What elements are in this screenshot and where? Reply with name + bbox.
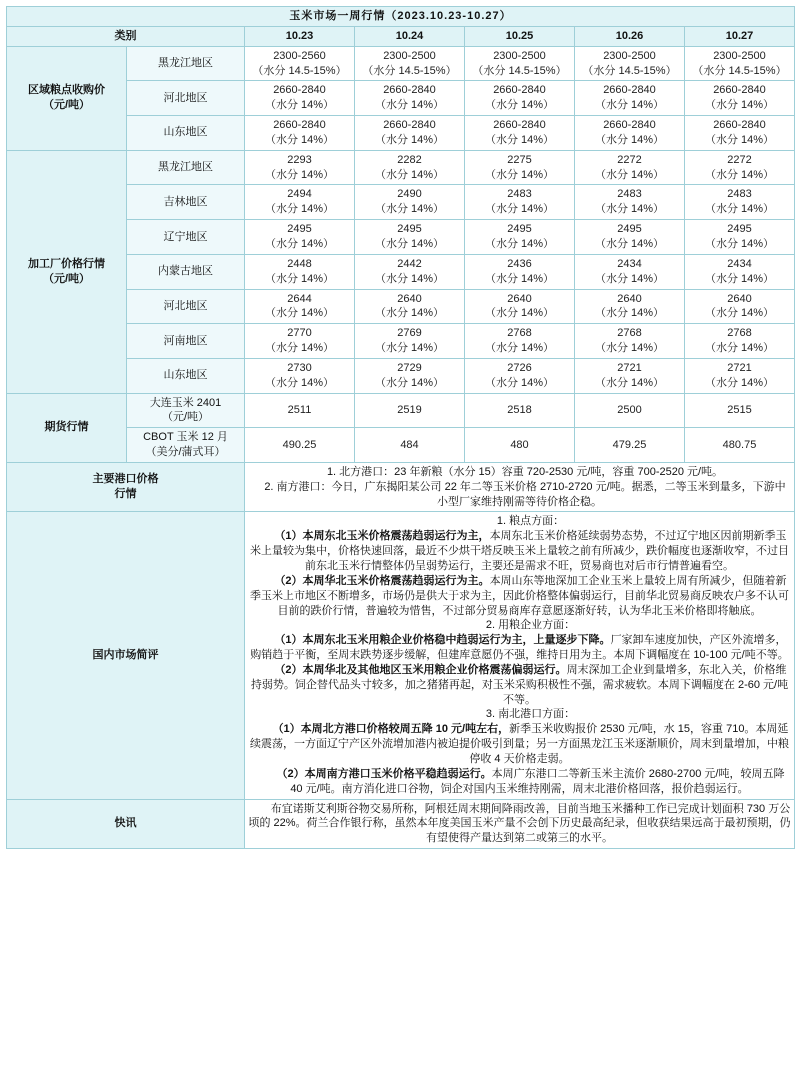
review-item: （2）本周南方港口玉米价格平稳趋弱运行。本周广东港口二等新玉米主流价 2680-2700 元/吨，较周五降 40 元/吨。南方消化进口谷物，饲企对国内玉米维持刚需，周末北港价格回落，报价趋弱运行。: [276, 767, 785, 795]
ports-paragraph-north: 1. 北方港口：23 年新粮（水分 15）容重 720-2530 元/吨，容重 700-2520 元/吨。: [326, 465, 724, 478]
section-label-domestic-review: 国内市场简评: [7, 512, 245, 799]
table-row: [7, 150, 795, 185]
cell-value: 2660-2840 （水分 14%）: [245, 81, 355, 116]
column-header-date-5: 10.27: [685, 26, 795, 46]
row-label-inner-mongolia: 内蒙古地区: [127, 254, 245, 289]
review-head: 2. 用粮企业方面：: [485, 619, 576, 632]
cell-value: 2300-2500 （水分 14.5-15%）: [465, 46, 575, 81]
cell-value: 2730 （水分 14%）: [245, 358, 355, 393]
section-label-line2: （元/吨）: [42, 99, 91, 112]
ports-content: [245, 462, 795, 512]
cell-value: 2490 （水分 14%）: [355, 185, 465, 220]
section-label-line2: （元/吨）: [42, 272, 91, 285]
cell-value: 2660-2840 （水分 14%）: [685, 116, 795, 151]
table-row: [7, 46, 795, 81]
table-row: [7, 462, 795, 512]
cell-value: 2640 （水分 14%）: [575, 289, 685, 324]
cell-value: 2660-2840 （水分 14%）: [355, 116, 465, 151]
review-item: （1）本周北方港口价格较周五降 10 元/吨左右，新季玉米收购报价 2530 元/吨，水 15，容重 710。本周延续震荡，一方面辽宁产区外流增加港内被迫提价吸引到量；另一方面黑龙江玉米逐渐顺价，周末到量增加，中粮停收 4 天价格走弱。: [250, 723, 789, 765]
row-label-heilongjiang: 黑龙江地区: [127, 150, 245, 185]
cell-value: 2518: [465, 393, 575, 428]
row-label-shandong: 山东地区: [127, 358, 245, 393]
cell-value: 2768 （水分 14%）: [575, 324, 685, 359]
cell-value: 2660-2840 （水分 14%）: [465, 81, 575, 116]
cell-value: 2436 （水分 14%）: [465, 254, 575, 289]
section-label-line1: 区域粮点收购价: [28, 84, 105, 97]
column-header-date-4: 10.26: [575, 26, 685, 46]
cell-value: 479.25: [575, 428, 685, 463]
cell-value: 2768 （水分 14%）: [465, 324, 575, 359]
cell-value: 2495 （水分 14%）: [355, 220, 465, 255]
cell-value: 2660-2840 （水分 14%）: [355, 81, 465, 116]
cell-value: 2721 （水分 14%）: [685, 358, 795, 393]
section-label-ports: 主要港口价格 行情: [7, 462, 245, 512]
cell-value: 2640 （水分 14%）: [355, 289, 465, 324]
cell-value: 2660-2840 （水分 14%）: [465, 116, 575, 151]
cell-value: 2640 （水分 14%）: [685, 289, 795, 324]
review-item: （1）本周东北玉米用粮企业价格稳中趋弱运行为主，上量逐步下降。厂家卸车速度加快，产区外流增多，购销趋于平衡，至周末跌势逐步缓解，但建库意愿仍不强，维持日用为主。本周下调幅度在 10-100 元/吨不等。: [250, 634, 789, 662]
row-label-heilongjiang: 黑龙江地区: [127, 46, 245, 81]
cell-value: 2515: [685, 393, 795, 428]
cell-value: 2272 （水分 14%）: [685, 150, 795, 185]
section-label-region-purchase: [7, 46, 127, 150]
cell-value: 2483 （水分 14%）: [685, 185, 795, 220]
cell-value: 2282 （水分 14%）: [355, 150, 465, 185]
cell-value: 2434 （水分 14%）: [575, 254, 685, 289]
section-label-news: 快讯: [7, 799, 245, 849]
cell-value: 2434 （水分 14%）: [685, 254, 795, 289]
cell-value: 2770 （水分 14%）: [245, 324, 355, 359]
ports-paragraph-south: 2. 南方港口：今日，广东揭阳某公司 22 年二等玉米价格 2710-2720 元/吨。据悉，二等玉米到量多，下游中小型厂家维持刚需等待价格企稳。: [264, 480, 786, 508]
cell-value: 2660-2840 （水分 14%）: [575, 116, 685, 151]
cell-value: 484: [355, 428, 465, 463]
cell-value: 2729 （水分 14%）: [355, 358, 465, 393]
row-label-hebei: 河北地区: [127, 289, 245, 324]
cell-value: 2300-2500 （水分 14.5-15%）: [355, 46, 465, 81]
table-row: [7, 799, 795, 849]
cell-value: 2448 （水分 14%）: [245, 254, 355, 289]
table-row: [7, 512, 795, 799]
cell-value: 2660-2840 （水分 14%）: [575, 81, 685, 116]
cell-value: 2300-2560 （水分 14.5-15%）: [245, 46, 355, 81]
cell-value: 2768 （水分 14%）: [685, 324, 795, 359]
table-row: [7, 393, 795, 428]
table-header-row: [7, 26, 795, 46]
column-header-date-1: 10.23: [245, 26, 355, 46]
news-content: [245, 799, 795, 849]
row-label-jilin: 吉林地区: [127, 185, 245, 220]
review-item: （1）本周东北玉米价格震荡趋弱运行为主，本周东北玉米价格延续弱势态势，不过辽宁地区因前期新季玉米上量较为集中，价格快速回落，最近不少烘干塔反映玉米上量较之前有所减少，跌价幅度也逐渐收窄，不过目前东北玉米行情整体仍呈弱势运行，主要还是需求不旺，贸易商也对后市行情普遍看空。: [250, 530, 789, 572]
review-item: （2）本周华北玉米价格震荡趋弱运行为主。本周山东等地深加工企业玉米上量较上周有所减少，但随着新季玉米上市地区不断增多，市场仍是供大于求为主，因此价格整体偏弱运行，目前华北贸易商反映农户多不认可目前的跌价行情，普遍较为惜售，不过部分贸易商库存意愿逐渐好转，认为华北玉米价格即将触底。: [250, 574, 789, 617]
review-head: 1. 粮点方面：: [496, 515, 565, 528]
cell-value: 2483 （水分 14%）: [575, 185, 685, 220]
corn-market-table: [6, 6, 795, 849]
cell-value: 2640 （水分 14%）: [465, 289, 575, 324]
cell-value: 2495 （水分 14%）: [685, 220, 795, 255]
section-label-processing-plant: [7, 150, 127, 393]
cell-value: 2275 （水分 14%）: [465, 150, 575, 185]
row-label-liaoning: 辽宁地区: [127, 220, 245, 255]
section-label-line1: 加工厂价格行情: [28, 257, 105, 270]
cell-value: 2519: [355, 393, 465, 428]
cell-value: 2300-2500 （水分 14.5-15%）: [575, 46, 685, 81]
cell-value: 490.25: [245, 428, 355, 463]
section-label-futures: 期货行情: [7, 393, 127, 462]
cell-value: 2300-2500 （水分 14.5-15%）: [685, 46, 795, 81]
cell-value: 2495 （水分 14%）: [575, 220, 685, 255]
row-label-henan: 河南地区: [127, 324, 245, 359]
domestic-review-content: [245, 512, 795, 799]
cell-value: 480: [465, 428, 575, 463]
cell-value: 2500: [575, 393, 685, 428]
row-label-hebei: 河北地区: [127, 81, 245, 116]
cell-value: 2494 （水分 14%）: [245, 185, 355, 220]
page-title: 玉米市场一周行情（2023.10.23-10.27）: [7, 7, 795, 27]
cell-value: 2721 （水分 14%）: [575, 358, 685, 393]
cell-value: 2272 （水分 14%）: [575, 150, 685, 185]
column-header-date-2: 10.24: [355, 26, 465, 46]
table-title-row: [7, 7, 795, 27]
cell-value: 2660-2840 （水分 14%）: [245, 116, 355, 151]
cell-value: 480.75: [685, 428, 795, 463]
cell-value: 2726 （水分 14%）: [465, 358, 575, 393]
review-item: （2）本周华北及其他地区玉米用粮企业价格震荡偏弱运行。周末深加工企业到量增多，东北入关，价格维持弱势。饲企替代品头寸较多，加之猪猪再起，对玉米采购积极性不强，需求疲软。本周下调幅度在 2-60 元/吨不等。: [250, 663, 789, 706]
cell-value: 2511: [245, 393, 355, 428]
cell-value: 2442 （水分 14%）: [355, 254, 465, 289]
row-label-cbot-corn-december: CBOT 玉米 12 月 （美分/蒲式耳）: [127, 428, 245, 463]
news-paragraph: 布宜诺斯艾利斯谷物交易所称，阿根廷周末期间降雨改善，目前当地玉米播种工作已完成计划面积 730 万公顷的 22%。荷兰合作银行称，虽然本年度美国玉米产量不会创下历史最高纪录，但收获结果远高于最初预期，仍有望使得产量达到第二或第三的水平。: [248, 802, 791, 845]
cell-value: 2483 （水分 14%）: [465, 185, 575, 220]
row-label-dalian-corn-2401: 大连玉米 2401 （元/吨）: [127, 393, 245, 428]
cell-value: 2769 （水分 14%）: [355, 324, 465, 359]
cell-value: 2293 （水分 14%）: [245, 150, 355, 185]
column-header-category: 类别: [7, 26, 245, 46]
cell-value: 2495 （水分 14%）: [465, 220, 575, 255]
column-header-date-3: 10.25: [465, 26, 575, 46]
cell-value: 2660-2840 （水分 14%）: [685, 81, 795, 116]
cell-value: 2644 （水分 14%）: [245, 289, 355, 324]
row-label-shandong: 山东地区: [127, 116, 245, 151]
cell-value: 2495 （水分 14%）: [245, 220, 355, 255]
review-head: 3. 南北港口方面：: [485, 708, 576, 721]
